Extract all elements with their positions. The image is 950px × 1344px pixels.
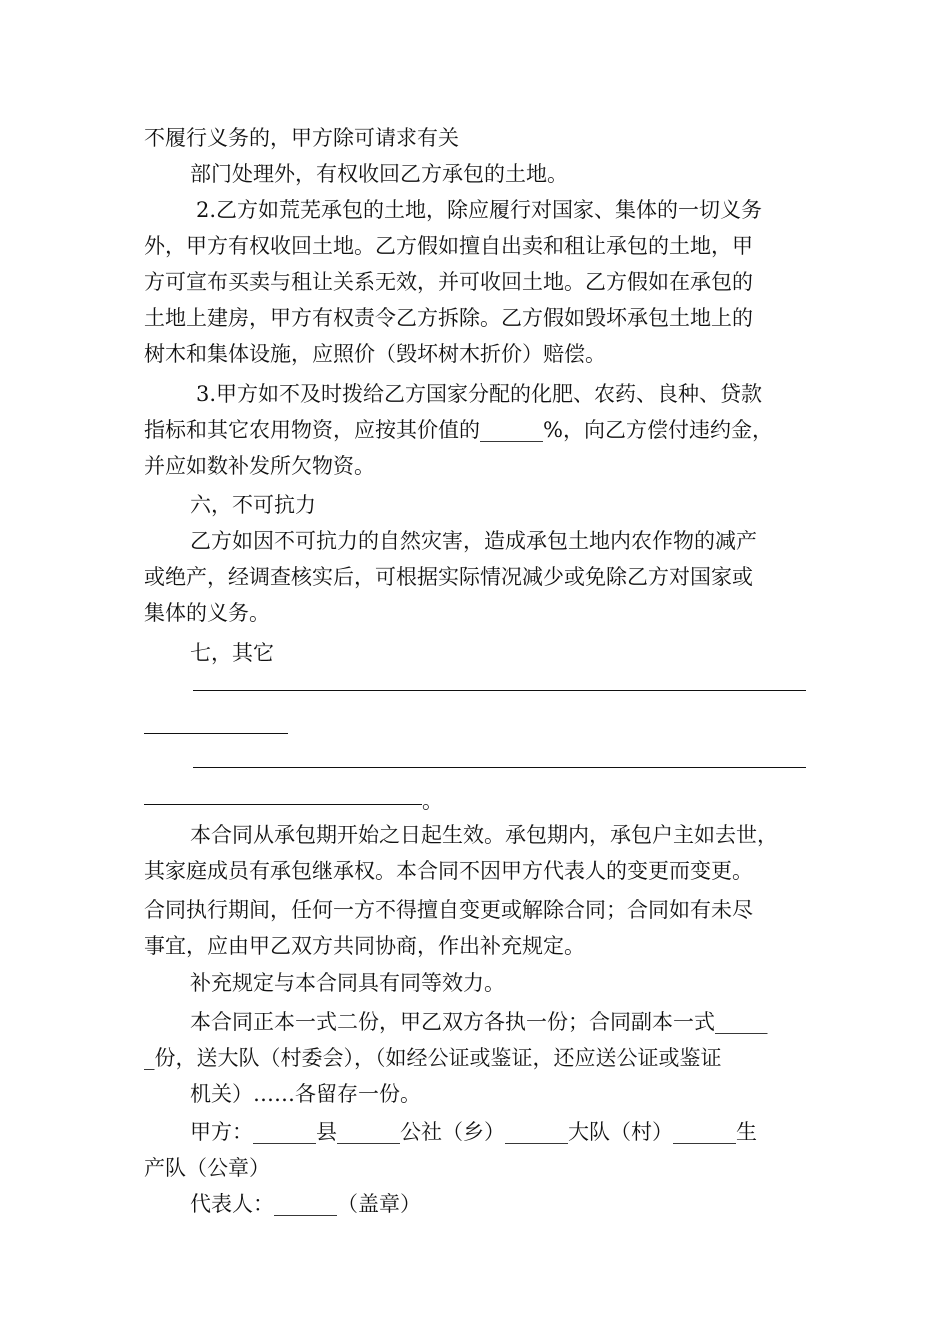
text-line: 合同执行期间，任何一方不得擅自变更或解除合同；合同如有未尽 [144,898,753,922]
section-heading-force-majeure: 六，不可抗力 [190,493,316,517]
text-line: 机关）……各留存一份。 [190,1082,421,1106]
text-line: 不履行义务的，甲方除可请求有关 [144,126,459,150]
text-line: 或绝产，经调查核实后，可根据实际情况减少或免除乙方对国家或 [144,565,753,589]
text-line: 部门处理外，有权收回乙方承包的土地。 [190,162,568,186]
text-line: 树木和集体设施，应照价（毁坏树木折价）赔偿。 [144,342,606,366]
text-line: 补充规定与本合同具有同等效力。 [190,971,505,995]
text-line: _份，送大队（村委会），（如经公证或鉴证，还应送公证或鉴证 [144,1046,722,1070]
text-line: 指标和其它农用物资，应按其价值的______%，向乙方偿付违约金， [144,418,773,442]
clause-3-line: 3.甲方如不及时拨给乙方国家分配的化肥、农药、良种、贷款 [196,382,763,406]
blank-line [193,690,806,691]
text-line: 其家庭成员有承包继承权。本合同不因甲方代表人的变更而变更。 [144,859,753,883]
blank-line [193,767,806,768]
text-line: 乙方如因不可抗力的自然灾害，造成承包土地内农作物的减产 [190,529,757,553]
text-line: 并应如数补发所欠物资。 [144,454,375,478]
representative-line: 代表人：______（盖章） [190,1192,421,1216]
text-line: 本合同正本一式二份，甲乙双方各执一份；合同副本一式_____ [190,1010,768,1034]
period-mark: 。 [422,789,443,813]
text-line: 集体的义务。 [144,601,270,625]
text-line: 事宜，应由甲乙双方共同协商，作出补充规定。 [144,934,585,958]
clause-2-line: 2.乙方如荒芜承包的土地，除应履行对国家、集体的一切义务 [196,198,763,222]
text-line: 产队（公章） [144,1156,270,1180]
text-line: 方可宣布买卖与租让关系无效，并可收回土地。乙方假如在承包的 [144,270,753,294]
blank-line [144,733,288,734]
section-heading-other: 七，其它 [190,641,274,665]
text-line: 本合同从承包期开始之日起生效。承包期内，承包户主如去世， [190,823,778,847]
text-line: 外，甲方有权收回土地。乙方假如擅自出卖和租让承包的土地，甲 [144,234,753,258]
blank-line [144,804,422,805]
text-line: 土地上建房，甲方有权责令乙方拆除。乙方假如毁坏承包土地上的 [144,306,753,330]
party-a-line: 甲方：______县______公社（乡）______大队（村）______生 [190,1120,757,1144]
